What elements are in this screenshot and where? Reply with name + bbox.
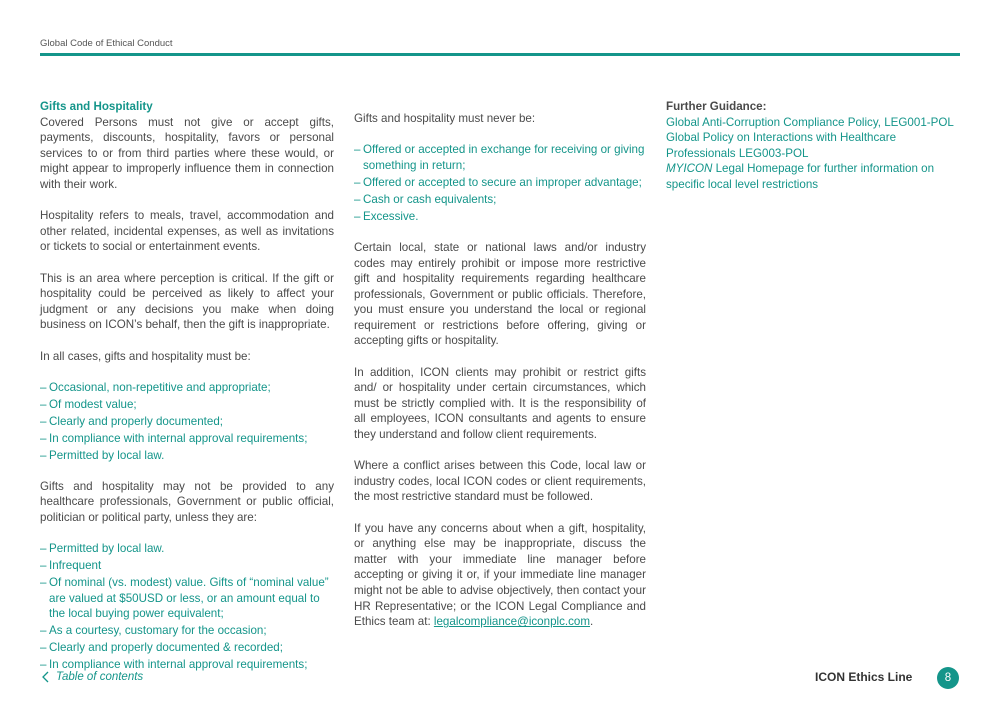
list-item: – Of modest value;: [40, 397, 334, 413]
paragraph: Where a conflict arises between this Code, local law or industry codes, local ICON codes or client requirements, the most restrictive standard must be followed.: [354, 459, 646, 504]
paragraph: In addition, ICON clients may prohibit or restrict gifts and/ or hospitality under certain circumstances, which must be strictly complied with. It is the responsibility of all employees, ICON consultants and agents to ensure they understand and follow client requirements.: [354, 365, 646, 442]
list-item: – Offered or accepted in exchange for receiving or giving something in return;: [354, 142, 646, 173]
prohibitions-list: [354, 142, 646, 224]
list-item: – Permitted by local law.: [40, 541, 334, 557]
header-divider: [40, 53, 960, 56]
paragraph-text: If you have any concerns about when a gift, hospitality, or anything else may be inappropriate, discuss the matter with your immediate line manager before accepting or giving it or, if your immediate line manager might not be able to advise objectively, then contact your HR Representative; or the ICON Legal Compliance and Ethics team at:: [354, 521, 646, 629]
list-item: – As a courtesy, customary for the occasion;: [40, 623, 334, 639]
list-item: – Infrequent: [40, 558, 334, 574]
table-of-contents-link[interactable]: [40, 670, 143, 684]
list-item: – Occasional, non-repetitive and appropriate;: [40, 380, 334, 396]
paragraph-end: .: [590, 615, 594, 629]
section-heading: Gifts and Hospitality: [40, 100, 153, 113]
document-title: Global Code of Ethical Conduct: [40, 38, 173, 49]
column-further-guidance: [666, 99, 966, 193]
page-number-badge: 8: [937, 667, 959, 689]
list-item: – Of nominal (vs. modest) value. Gifts of “nominal value” are valued at $50USD or less, or an amount equal to the local buying power equivalent;: [40, 575, 334, 622]
list-item: – Clearly and properly documented;: [40, 414, 334, 430]
paragraph: Gifts and hospitality must never be:: [354, 112, 536, 125]
ethics-line-label: ICON Ethics Line: [815, 670, 913, 684]
paragraph: Certain local, state or national laws and/or industry codes may entirely prohibit or impose more restrictive gift and hospitality requirements regarding healthcare professionals, Government or public officials. Therefore, you must ensure you understand the local or regional requirement or restrictions before offering, giving or accepting gifts or hospitality.: [354, 240, 646, 348]
list-item: – Permitted by local law.: [40, 448, 334, 464]
paragraph: Hospitality refers to meals, travel, accommodation and other related, incidental expenses, as well as invitations or tickets to social or entertainment events.: [40, 209, 334, 254]
list-item: – Offered or accepted to secure an improper advantage;: [354, 175, 646, 191]
column-restrictions: [354, 99, 646, 630]
paragraph: This is an area where perception is critical. If the gift or hospitality could be perceived as likely to affect your judgment or any decisions you make when doing business on ICON’s behalf, then the gift is inappropriate.: [40, 271, 334, 332]
list-item: – In compliance with internal approval requirements;: [40, 657, 334, 673]
paragraph: In all cases, gifts and hospitality must be:: [40, 349, 251, 363]
requirements-list: [40, 380, 334, 464]
list-item: – In compliance with internal approval requirements;: [40, 431, 334, 447]
email-link[interactable]: legalcompliance@iconplc.com: [433, 615, 591, 629]
myicon-link-text: Legal Homepage for further information on specific local level restrictions: [666, 162, 935, 191]
guidance-heading: Further Guidance:: [666, 100, 767, 113]
policy-link-healthcare-interactions[interactable]: Global Policy on Interactions with Healthcare Professionals LEG003-POL: [666, 131, 897, 160]
paragraph-contact: [354, 521, 646, 630]
policy-link-anti-corruption[interactable]: Global Anti-Corruption Compliance Policy, LEG001-POL: [666, 115, 954, 129]
list-item: – Excessive.: [354, 209, 646, 225]
column-gifts-hospitality: [40, 99, 334, 674]
paragraph: Gifts and hospitality may not be provided to any healthcare professionals, Government or public official, politician or political party, unless they are:: [40, 479, 334, 524]
list-item: – Cash or cash equivalents;: [354, 192, 646, 208]
conditions-list: [40, 541, 334, 673]
chevron-left-icon: [40, 670, 52, 684]
toc-label: Table of contents: [56, 671, 144, 683]
myicon-label: MYICON: [666, 162, 713, 176]
paragraph: Covered Persons must not give or accept gifts, payments, discounts, hospitality, favors or personal services to or from third parties where these would, or might appear to improperly influence them in connection with their work.: [40, 115, 334, 191]
myicon-link[interactable]: [666, 161, 966, 192]
list-item: – Clearly and properly documented & recorded;: [40, 640, 334, 656]
